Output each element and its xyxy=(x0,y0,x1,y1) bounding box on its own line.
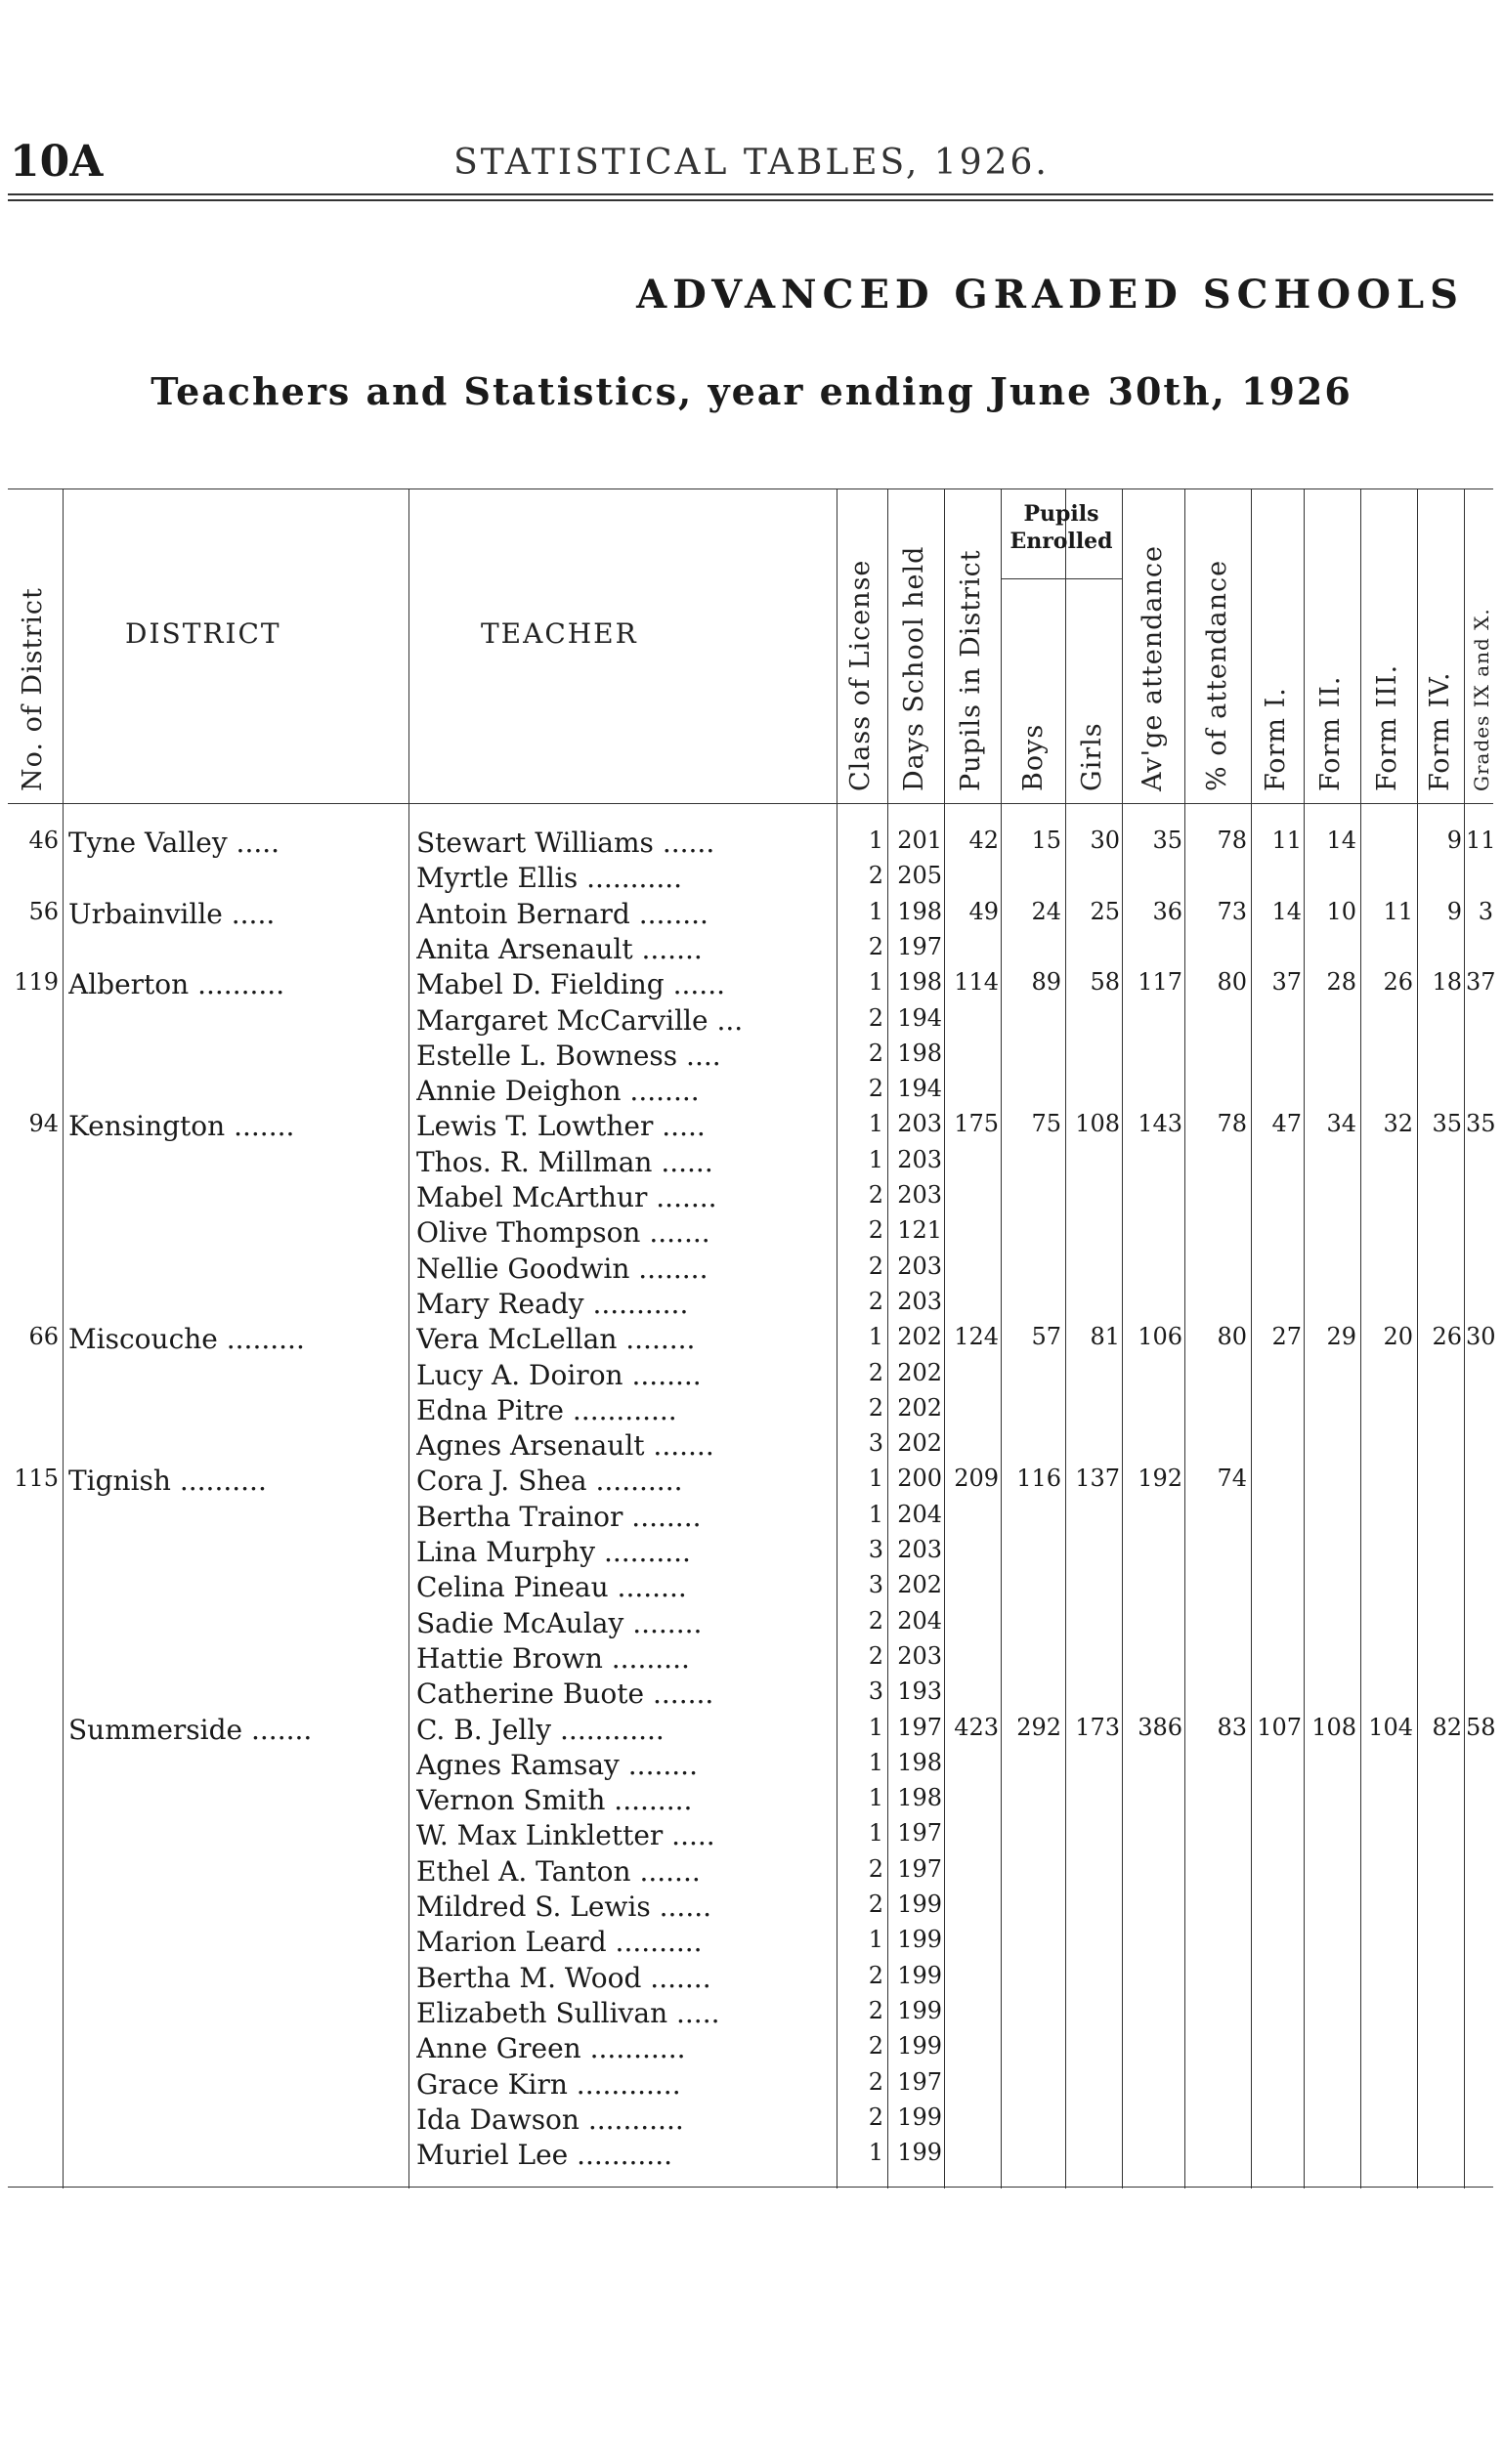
class-of-license: 3 xyxy=(868,1678,883,1706)
header-bottom-rule xyxy=(8,803,1493,804)
form-1: 11 xyxy=(1271,827,1302,854)
table-row xyxy=(8,1817,1493,1850)
district-number: 119 xyxy=(14,968,59,997)
percent-attendance: 74 xyxy=(1217,1465,1247,1493)
teacher-name: Ethel A. Tanton ....... xyxy=(416,1854,701,1888)
form-2: 34 xyxy=(1326,1110,1356,1138)
teacher-name: Lewis T. Lowther ..... xyxy=(416,1110,706,1143)
table-row xyxy=(8,1357,1493,1390)
col-district-header: DISTRICT xyxy=(125,617,281,650)
teacher-name: Mary Ready ........... xyxy=(416,1287,689,1320)
class-of-license: 2 xyxy=(868,1216,883,1245)
class-of-license: 1 xyxy=(868,1465,883,1493)
days-school-held: 197 xyxy=(897,1819,942,1848)
table-row xyxy=(8,2137,1493,2170)
table-row xyxy=(8,1534,1493,1567)
days-school-held: 198 xyxy=(897,1748,942,1776)
teacher-name: Celina Pineau ........ xyxy=(416,1571,687,1604)
col-pupils-header: Pupils in District xyxy=(956,549,986,791)
table-row xyxy=(8,1712,1496,1746)
percent-attendance: 83 xyxy=(1217,1713,1247,1741)
form-4: 82 xyxy=(1432,1713,1462,1741)
col-girls-header: Girls xyxy=(1077,722,1107,791)
table-row xyxy=(8,1321,1496,1356)
teacher-name: Mabel D. Fielding ...... xyxy=(416,968,726,1001)
teacher-name: Grace Kirn ............ xyxy=(416,2067,681,2101)
days-school-held: 198 xyxy=(897,897,942,925)
class-of-license: 2 xyxy=(868,1181,883,1209)
table-row xyxy=(8,2102,1493,2135)
average-attendance: 106 xyxy=(1138,1323,1182,1351)
table-row xyxy=(8,1853,1493,1887)
teacher-name: Margaret McCarville ... xyxy=(416,1003,744,1037)
table-row xyxy=(8,860,1493,893)
class-of-license: 3 xyxy=(868,1536,883,1563)
teacher-name: Vernon Smith ......... xyxy=(416,1784,693,1817)
days-school-held: 193 xyxy=(897,1678,942,1706)
form-4: 26 xyxy=(1432,1323,1462,1351)
average-attendance: 192 xyxy=(1138,1465,1182,1493)
col-form3-header: Form III. xyxy=(1372,663,1402,791)
boys-enrolled: 89 xyxy=(1031,968,1061,997)
class-of-license: 1 xyxy=(868,1819,883,1848)
district-number: 94 xyxy=(28,1110,59,1138)
days-school-held: 204 xyxy=(897,1606,942,1635)
class-of-license: 1 xyxy=(868,1110,883,1138)
table-row xyxy=(8,1427,1493,1461)
teacher-name: Estelle L. Bowness .... xyxy=(416,1039,721,1072)
teacher-name: Agnes Ramsay ........ xyxy=(416,1748,698,1781)
table-row xyxy=(8,896,1493,929)
district-name: Miscouche ......... xyxy=(68,1323,305,1356)
teacher-name: Mildred S. Lewis ...... xyxy=(416,1890,712,1923)
district-name: Tignish .......... xyxy=(68,1465,267,1498)
teacher-name: Lucy A. Doiron ........ xyxy=(416,1358,702,1391)
average-attendance: 117 xyxy=(1138,968,1182,997)
form-4: 9 xyxy=(1446,897,1462,925)
days-school-held: 194 xyxy=(897,1075,942,1103)
pupils-in-district: 209 xyxy=(954,1465,999,1493)
days-school-held: 199 xyxy=(897,1996,942,2024)
days-school-held: 201 xyxy=(897,827,942,854)
form-2: 29 xyxy=(1326,1323,1356,1351)
teacher-name: Ida Dawson ........... xyxy=(416,2103,684,2136)
form-3: 32 xyxy=(1383,1110,1413,1138)
days-school-held: 197 xyxy=(897,932,942,960)
district-number: 46 xyxy=(28,827,59,854)
table-heading: ADVANCED GRADED SCHOOLS xyxy=(636,272,1464,318)
teacher-name: Bertha Trainor ........ xyxy=(416,1500,702,1533)
teacher-name: Elizabeth Sullivan ..... xyxy=(416,1996,720,2029)
table-row xyxy=(8,1002,1493,1036)
table-row xyxy=(8,931,1493,964)
col-grades-header: Grades IX and X. xyxy=(1470,608,1493,791)
pupils-in-district: 49 xyxy=(968,897,999,925)
days-school-held: 198 xyxy=(897,968,942,997)
table-bottom-rule xyxy=(8,2187,1493,2188)
running-header xyxy=(0,137,1503,187)
form-2: 10 xyxy=(1326,897,1356,925)
table-row xyxy=(8,825,1496,859)
pupils-in-district: 114 xyxy=(954,968,999,997)
days-school-held: 203 xyxy=(897,1181,942,1209)
teacher-name: Catherine Buote ....... xyxy=(416,1678,714,1711)
table-row xyxy=(8,1251,1493,1284)
days-school-held: 197 xyxy=(897,1713,942,1741)
teacher-name: Edna Pitre ............ xyxy=(416,1393,677,1426)
days-school-held: 203 xyxy=(897,1641,942,1670)
average-attendance: 143 xyxy=(1138,1110,1182,1138)
teacher-name: Lina Murphy .......... xyxy=(416,1536,691,1568)
teacher-name: Thos. R. Millman ...... xyxy=(416,1145,713,1178)
class-of-license: 1 xyxy=(868,1323,883,1351)
col-license-header: Class of License xyxy=(845,559,876,791)
class-of-license: 1 xyxy=(868,1926,883,1954)
table-row xyxy=(8,1924,1493,1957)
class-of-license: 2 xyxy=(868,1039,883,1067)
days-school-held: 197 xyxy=(897,1854,942,1883)
girls-enrolled: 25 xyxy=(1090,897,1120,925)
days-school-held: 194 xyxy=(897,1003,942,1032)
teacher-name: Sadie McAulay ........ xyxy=(416,1606,703,1639)
days-school-held: 202 xyxy=(897,1393,942,1422)
days-school-held: 199 xyxy=(897,2139,942,2167)
table-row xyxy=(8,1605,1493,1638)
grades-9-10: 58 xyxy=(1466,1713,1496,1741)
teacher-name: Muriel Lee ........... xyxy=(416,2139,673,2172)
teacher-name: Hattie Brown ......... xyxy=(416,1641,690,1675)
class-of-license: 2 xyxy=(868,1393,883,1422)
table-row xyxy=(8,1108,1496,1143)
form-3: 104 xyxy=(1368,1713,1413,1741)
page-number: 10A xyxy=(10,137,104,187)
teacher-name: Nellie Goodwin ........ xyxy=(416,1252,709,1285)
table-row xyxy=(8,966,1496,1001)
boys-enrolled: 15 xyxy=(1031,827,1061,854)
average-attendance: 386 xyxy=(1138,1713,1182,1741)
pupils-in-district: 42 xyxy=(968,827,999,854)
col-avg-header: Av'ge attendance xyxy=(1138,545,1168,791)
table-row xyxy=(8,2066,1493,2100)
teacher-name: Stewart Williams ...... xyxy=(416,827,715,859)
percent-attendance: 78 xyxy=(1217,1110,1247,1138)
days-school-held: 202 xyxy=(897,1323,942,1351)
col-enrolled-header: Pupils Enrolled xyxy=(1009,501,1113,554)
class-of-license: 2 xyxy=(868,1075,883,1103)
teacher-name: Myrtle Ellis ........... xyxy=(416,862,683,895)
form-1: 27 xyxy=(1271,1323,1302,1351)
class-of-license: 1 xyxy=(868,1500,883,1528)
district-name: Kensington ....... xyxy=(68,1110,295,1143)
days-school-held: 199 xyxy=(897,1890,942,1918)
class-of-license: 2 xyxy=(868,1641,883,1670)
boys-enrolled: 24 xyxy=(1031,897,1061,925)
class-of-license: 1 xyxy=(868,968,883,997)
class-of-license: 1 xyxy=(868,897,883,925)
district-name: Alberton .......... xyxy=(68,968,285,1001)
district-number: 56 xyxy=(28,897,59,925)
table-row xyxy=(8,1463,1493,1496)
girls-enrolled: 58 xyxy=(1090,968,1120,997)
table-row xyxy=(8,1747,1493,1780)
table-row xyxy=(8,2030,1493,2063)
teacher-name: Cora J. Shea .......... xyxy=(416,1465,683,1498)
teacher-name: C. B. Jelly ............ xyxy=(416,1713,665,1746)
form-4: 9 xyxy=(1446,827,1462,854)
table-row xyxy=(8,1179,1493,1212)
pupils-in-district: 124 xyxy=(954,1323,999,1351)
teacher-name: Marion Leard .......... xyxy=(416,1926,703,1959)
days-school-held: 199 xyxy=(897,2103,942,2131)
days-school-held: 121 xyxy=(897,1216,942,1245)
class-of-license: 2 xyxy=(868,1003,883,1032)
class-of-license: 2 xyxy=(868,1358,883,1386)
table-row xyxy=(8,1038,1493,1071)
table-row xyxy=(8,1144,1493,1177)
boys-enrolled: 292 xyxy=(1016,1713,1061,1741)
form-1: 37 xyxy=(1271,968,1302,997)
form-3: 20 xyxy=(1383,1323,1413,1351)
boys-enrolled: 116 xyxy=(1016,1465,1061,1493)
grades-9-10: 11 xyxy=(1466,827,1496,854)
days-school-held: 203 xyxy=(897,1110,942,1138)
col-boys-header: Boys xyxy=(1018,723,1049,791)
class-of-license: 2 xyxy=(868,932,883,960)
form-2: 28 xyxy=(1326,968,1356,997)
teacher-name: Bertha M. Wood ....... xyxy=(416,1961,711,1994)
teacher-name: Mabel McArthur ....... xyxy=(416,1181,717,1213)
header-rule xyxy=(8,193,1493,195)
percent-attendance: 78 xyxy=(1217,827,1247,854)
days-school-held: 199 xyxy=(897,1961,942,1989)
pupils-in-district: 175 xyxy=(954,1110,999,1138)
statistics-table xyxy=(8,489,1496,2188)
class-of-license: 2 xyxy=(868,1252,883,1280)
teacher-name: Annie Deighon ........ xyxy=(416,1075,700,1108)
col-form4-header: Form IV. xyxy=(1425,671,1455,791)
table-row xyxy=(8,1499,1493,1532)
teacher-name: Anne Green ........... xyxy=(416,2032,686,2065)
days-school-held: 202 xyxy=(897,1571,942,1599)
average-attendance: 35 xyxy=(1152,827,1182,854)
table-row xyxy=(8,1569,1493,1602)
boys-enrolled: 75 xyxy=(1031,1110,1061,1138)
class-of-license: 1 xyxy=(868,1145,883,1173)
teacher-name: Anita Arsenault ....... xyxy=(416,932,703,965)
table-row xyxy=(8,1960,1493,1993)
table-row xyxy=(8,1073,1493,1106)
days-school-held: 203 xyxy=(897,1145,942,1173)
grades-9-10: 35 xyxy=(1466,1110,1496,1138)
table-subheading: Teachers and Statistics, year ending June 30th, 1926 xyxy=(150,369,1353,413)
col-form1-header: Form I. xyxy=(1261,687,1291,791)
class-of-license: 1 xyxy=(868,1748,883,1776)
table-row xyxy=(8,1676,1493,1709)
grades-9-10: 30 xyxy=(1466,1323,1496,1351)
average-attendance: 36 xyxy=(1152,897,1182,925)
district-number: 115 xyxy=(14,1465,59,1493)
days-school-held: 199 xyxy=(897,1926,942,1954)
form-2: 14 xyxy=(1326,827,1356,854)
days-school-held: 205 xyxy=(897,862,942,890)
col-days-header: Days School held xyxy=(899,545,929,791)
days-school-held: 198 xyxy=(897,1784,942,1812)
class-of-license: 3 xyxy=(868,1571,883,1599)
teacher-name: Olive Thompson ....... xyxy=(416,1216,710,1250)
days-school-held: 199 xyxy=(897,2032,942,2060)
district-number: 66 xyxy=(28,1323,59,1351)
col-form2-header: Form II. xyxy=(1315,675,1346,791)
days-school-held: 198 xyxy=(897,1039,942,1067)
class-of-license: 2 xyxy=(868,1854,883,1883)
form-3: 26 xyxy=(1383,968,1413,997)
percent-attendance: 73 xyxy=(1217,897,1247,925)
days-school-held: 203 xyxy=(897,1252,942,1280)
class-of-license: 1 xyxy=(868,1713,883,1741)
days-school-held: 200 xyxy=(897,1465,942,1493)
class-of-license: 1 xyxy=(868,1784,883,1812)
district-name: Urbainville ..... xyxy=(68,897,276,930)
district-name: Summerside ....... xyxy=(68,1713,313,1746)
table-row xyxy=(8,1214,1493,1248)
pupils-in-district: 423 xyxy=(954,1713,999,1741)
class-of-license: 2 xyxy=(868,862,883,890)
form-1: 107 xyxy=(1257,1713,1302,1741)
class-of-license: 2 xyxy=(868,1890,883,1918)
table-row xyxy=(8,1995,1493,2028)
col-teacher-header: TEACHER xyxy=(481,617,638,650)
class-of-license: 2 xyxy=(868,2067,883,2096)
days-school-held: 197 xyxy=(897,2067,942,2096)
class-of-license: 1 xyxy=(868,827,883,854)
teacher-name: Antoin Bernard ........ xyxy=(416,897,709,930)
class-of-license: 2 xyxy=(868,1287,883,1315)
grades-9-10: 37 xyxy=(1466,968,1496,997)
col-no-header: No. of District xyxy=(18,587,48,791)
teacher-name: Vera McLellan ........ xyxy=(416,1323,696,1356)
form-1: 47 xyxy=(1271,1110,1302,1138)
days-school-held: 202 xyxy=(897,1429,942,1458)
running-title: STATISTICAL TABLES, 1926. xyxy=(453,143,1050,183)
table-row xyxy=(8,1392,1493,1425)
class-of-license: 2 xyxy=(868,2103,883,2131)
teacher-name: Agnes Arsenault ....... xyxy=(416,1429,714,1463)
teacher-name: W. Max Linkletter ..... xyxy=(416,1819,715,1852)
form-1: 14 xyxy=(1271,897,1302,925)
days-school-held: 203 xyxy=(897,1536,942,1563)
table-row xyxy=(8,1889,1493,1922)
grades-9-10: 3 xyxy=(1478,897,1493,925)
class-of-license: 2 xyxy=(868,1996,883,2024)
table-row xyxy=(8,1782,1493,1815)
header-rule-2 xyxy=(8,199,1493,201)
class-of-license: 1 xyxy=(868,2139,883,2167)
percent-attendance: 80 xyxy=(1217,968,1247,997)
girls-enrolled: 81 xyxy=(1090,1323,1120,1351)
class-of-license: 3 xyxy=(868,1429,883,1458)
days-school-held: 202 xyxy=(897,1358,942,1386)
form-3: 11 xyxy=(1383,897,1413,925)
form-4: 35 xyxy=(1432,1110,1462,1138)
form-4: 18 xyxy=(1432,968,1462,997)
col-pct-header: % of attendance xyxy=(1202,559,1232,791)
boys-enrolled: 57 xyxy=(1031,1323,1061,1351)
form-2: 108 xyxy=(1311,1713,1356,1741)
girls-enrolled: 137 xyxy=(1075,1465,1120,1493)
table-row xyxy=(8,1640,1493,1674)
class-of-license: 2 xyxy=(868,1961,883,1989)
girls-enrolled: 108 xyxy=(1075,1110,1120,1138)
table-row xyxy=(8,1286,1493,1319)
days-school-held: 204 xyxy=(897,1500,942,1528)
class-of-license: 2 xyxy=(868,1606,883,1635)
girls-enrolled: 173 xyxy=(1075,1713,1120,1741)
girls-enrolled: 30 xyxy=(1090,827,1120,854)
days-school-held: 203 xyxy=(897,1287,942,1315)
class-of-license: 2 xyxy=(868,2032,883,2060)
district-name: Tyne Valley ..... xyxy=(68,827,280,859)
percent-attendance: 80 xyxy=(1217,1323,1247,1351)
